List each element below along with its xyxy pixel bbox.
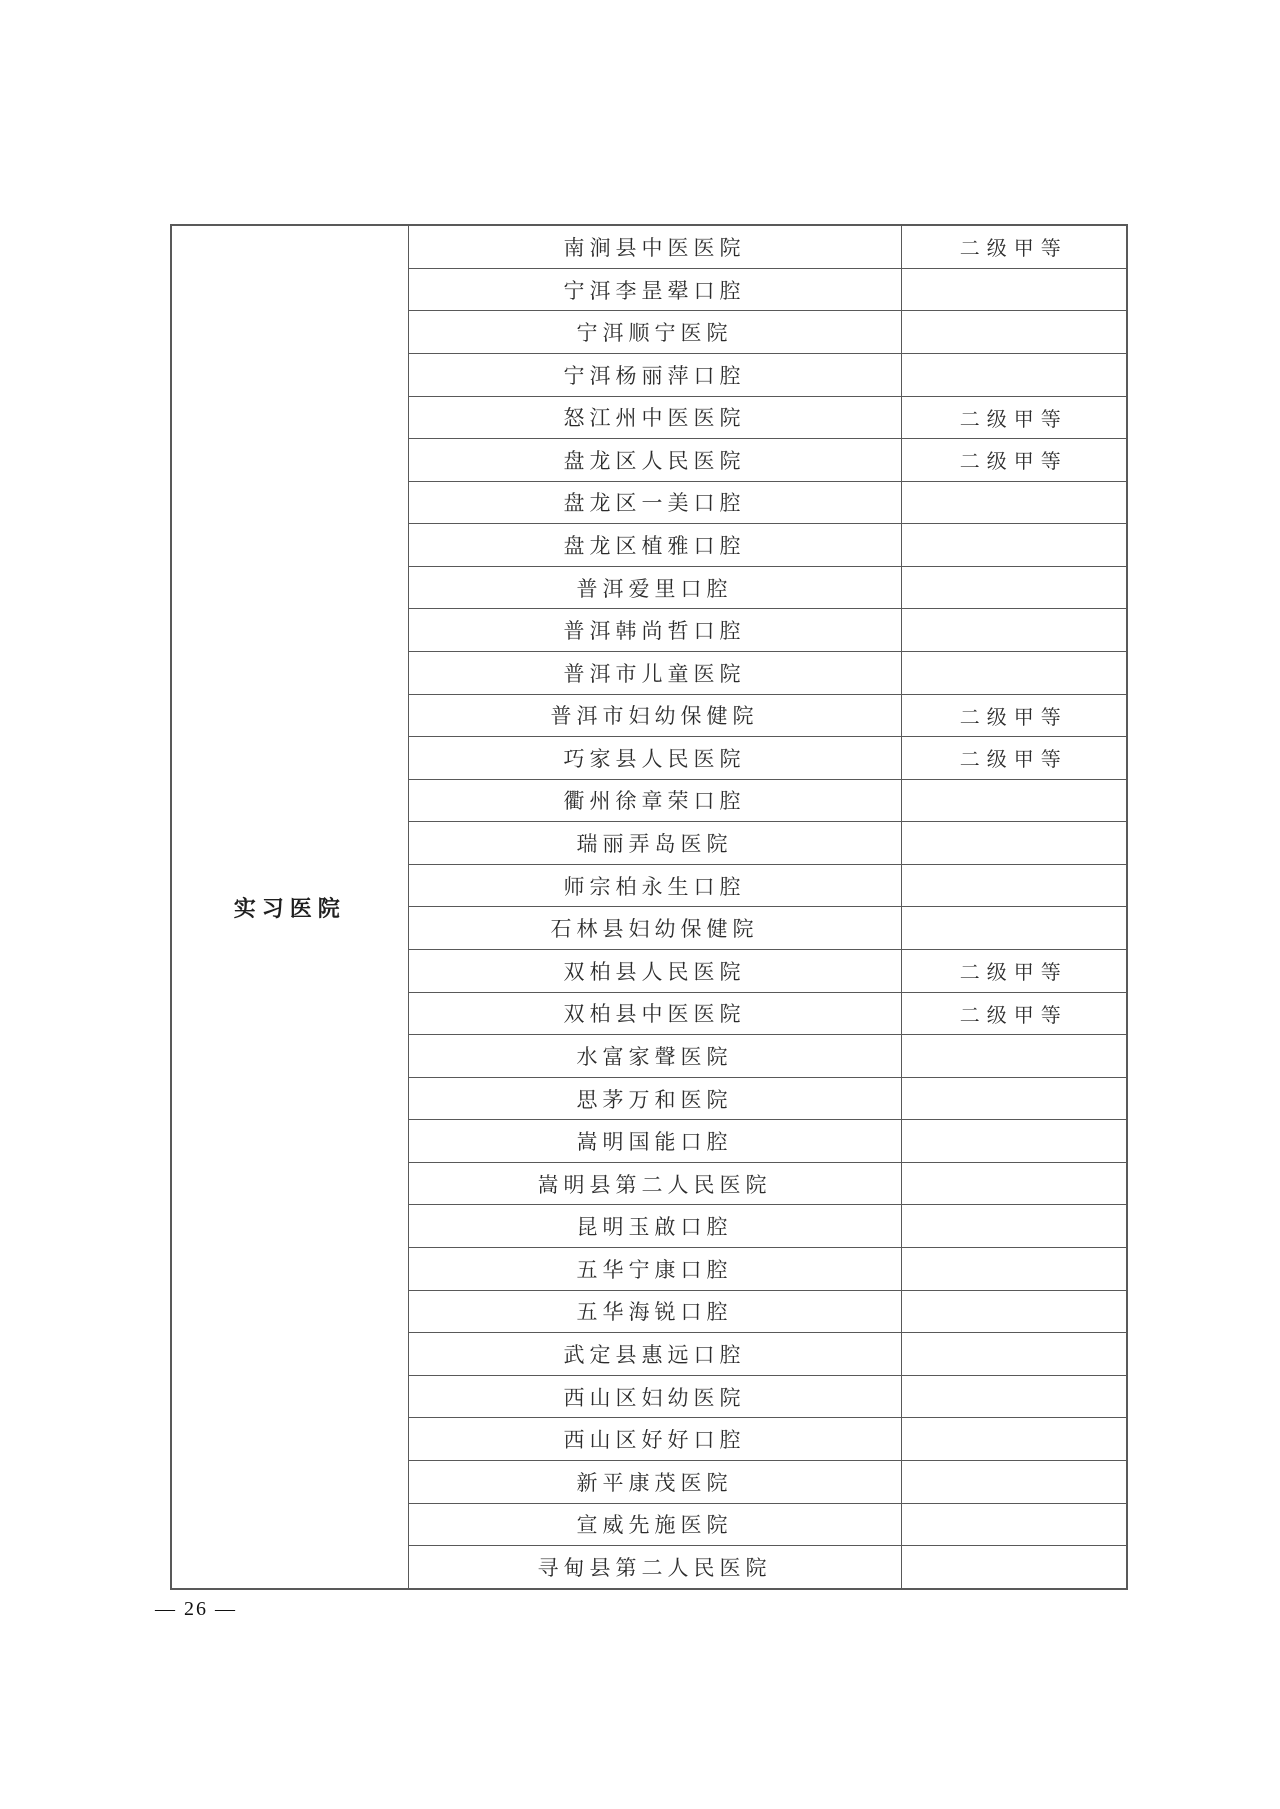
hospital-name-cell: 普洱韩尚哲口腔 <box>408 609 901 652</box>
hospital-name-cell: 西山区妇幼医院 <box>408 1375 901 1418</box>
hospital-name-cell: 宁洱杨丽萍口腔 <box>408 353 901 396</box>
hospital-name-cell: 衢州徐章荣口腔 <box>408 779 901 822</box>
hospital-grade-cell <box>901 1333 1127 1376</box>
hospital-grade-cell <box>901 566 1127 609</box>
hospital-grade-cell <box>901 1460 1127 1503</box>
hospital-grade-cell <box>901 1162 1127 1205</box>
hospital-name-cell: 石林县妇幼保健院 <box>408 907 901 950</box>
hospital-name-cell: 师宗柏永生口腔 <box>408 864 901 907</box>
hospital-name-cell: 巧家县人民医院 <box>408 737 901 780</box>
hospital-name-cell: 怒江州中医医院 <box>408 396 901 439</box>
hospital-name-cell: 南涧县中医医院 <box>408 225 901 268</box>
hospital-grade-cell: 二级甲等 <box>901 396 1127 439</box>
hospital-name-cell: 思茅万和医院 <box>408 1077 901 1120</box>
hospital-name-cell: 盘龙区人民医院 <box>408 439 901 482</box>
hospital-name-cell: 西山区好好口腔 <box>408 1418 901 1461</box>
hospital-grade-cell <box>901 1546 1127 1589</box>
hospital-grade-cell: 二级甲等 <box>901 737 1127 780</box>
hospital-grade-cell <box>901 481 1127 524</box>
hospital-name-cell: 武定县惠远口腔 <box>408 1333 901 1376</box>
hospital-grade-cell: 二级甲等 <box>901 225 1127 268</box>
hospital-name-cell: 嵩明县第二人民医院 <box>408 1162 901 1205</box>
hospital-name-cell: 普洱市妇幼保健院 <box>408 694 901 737</box>
hospital-grade-cell: 二级甲等 <box>901 694 1127 737</box>
hospital-table-body <box>171 225 1127 1589</box>
internship-hospital-table <box>170 224 1128 1590</box>
hospital-name-cell: 普洱爱里口腔 <box>408 566 901 609</box>
table-row <box>171 225 1127 268</box>
hospital-name-cell: 双柏县中医医院 <box>408 992 901 1035</box>
hospital-grade-cell: 二级甲等 <box>901 950 1127 993</box>
hospital-name-cell: 新平康茂医院 <box>408 1460 901 1503</box>
hospital-grade-cell <box>901 1077 1127 1120</box>
page-number: — 26 — <box>155 1598 237 1620</box>
hospital-grade-cell <box>901 1503 1127 1546</box>
hospital-name-cell: 五华宁康口腔 <box>408 1248 901 1291</box>
hospital-name-cell: 宁洱顺宁医院 <box>408 311 901 354</box>
hospital-name-cell: 五华海锐口腔 <box>408 1290 901 1333</box>
hospital-grade-cell <box>901 524 1127 567</box>
hospital-name-cell: 寻甸县第二人民医院 <box>408 1546 901 1589</box>
hospital-grade-cell <box>901 1248 1127 1291</box>
hospital-grade-cell <box>901 268 1127 311</box>
hospital-grade-cell <box>901 1290 1127 1333</box>
hospital-grade-cell <box>901 822 1127 865</box>
hospital-name-cell: 普洱市儿童医院 <box>408 651 901 694</box>
hospital-grade-cell <box>901 779 1127 822</box>
row-label-cell: 实习医院 <box>171 225 408 1589</box>
hospital-grade-cell <box>901 609 1127 652</box>
hospital-grade-cell: 二级甲等 <box>901 439 1127 482</box>
hospital-grade-cell <box>901 1120 1127 1163</box>
hospital-name-cell: 昆明玉啟口腔 <box>408 1205 901 1248</box>
hospital-name-cell: 宁洱李昰翚口腔 <box>408 268 901 311</box>
hospital-name-cell: 水富家聲医院 <box>408 1035 901 1078</box>
hospital-name-cell: 瑞丽弄岛医院 <box>408 822 901 865</box>
hospital-name-cell: 宣威先施医院 <box>408 1503 901 1546</box>
hospital-grade-cell <box>901 1205 1127 1248</box>
hospital-grade-cell <box>901 353 1127 396</box>
hospital-grade-cell <box>901 311 1127 354</box>
hospital-grade-cell <box>901 1035 1127 1078</box>
hospital-grade-cell <box>901 1418 1127 1461</box>
hospital-grade-cell <box>901 907 1127 950</box>
hospital-grade-cell <box>901 651 1127 694</box>
hospital-name-cell: 盘龙区一美口腔 <box>408 481 901 524</box>
hospital-grade-cell <box>901 864 1127 907</box>
hospital-name-cell: 双柏县人民医院 <box>408 950 901 993</box>
hospital-name-cell: 盘龙区植雅口腔 <box>408 524 901 567</box>
hospital-name-cell: 嵩明国能口腔 <box>408 1120 901 1163</box>
hospital-grade-cell: 二级甲等 <box>901 992 1127 1035</box>
hospital-grade-cell <box>901 1375 1127 1418</box>
